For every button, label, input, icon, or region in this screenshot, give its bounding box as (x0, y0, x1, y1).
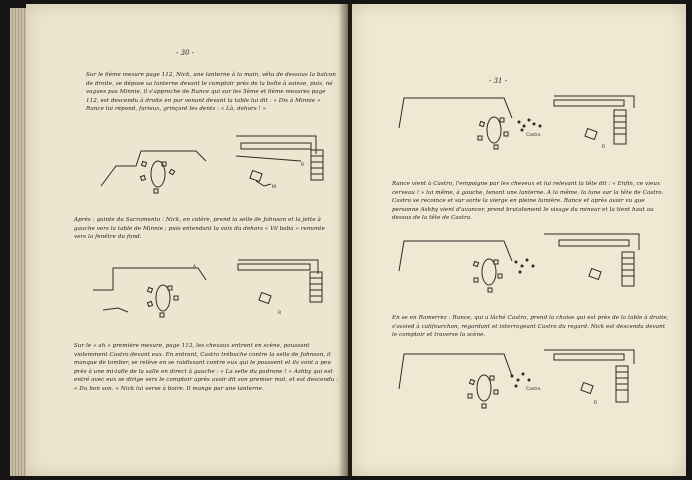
diagram-label: A (193, 265, 197, 270)
diagram-label: R (301, 163, 305, 168)
stage-diagram-left-1 (96, 126, 336, 206)
diagram-label: M (272, 185, 276, 190)
diagram-label: R (602, 145, 606, 150)
right-page (352, 4, 686, 476)
diagram-label: Castro (526, 133, 541, 138)
stage-diagram-right-3 (394, 344, 664, 424)
right-paragraph-2: En se en Ramerrez : Rance, qui a lâché Castro, prend la chaise qui est près de la table à droite, s'assied à califourchon, regardant et interrogeant Castro du regard. Nick est descendu devant le comptoir et traverse la scène. (392, 315, 669, 339)
diagram-label: R (278, 311, 282, 316)
left-paragraph-1: Sur le 6ème mesure page 112, Nick, une lanterne à la main, vêtu de dessous la balcon de droite, se dépose sa lanterne devant le comptoir près de la boîte à soinse, puis, né vagues pas Minnie, il s'approche de Rance qui sur les 5ème et 6ème mesures page 112, est descendu à droite en par venant devant la table lui dit : « Dis à Minnie » Rance lui répond, furieux, grinçant les dents : « Là, dehors ! » (86, 72, 336, 113)
right-paragraph-1: Rance vient à Castro, l'empoigne par les cheveux et lui relevant la tête dit : « Enfin, ce vieux cerveau ! » lui même, à gauche, tenant une lanterne. A la même, la lune sur la tête de Castro. Castro se recoince et sur sorte la vierge en pleine lumière. Rance et après avoir vu que personne Ashby vient d'avancer, prend brutalement le visage du mineur et la tient haut au dessus de la tête de Castro. (392, 181, 664, 222)
left-page (26, 4, 348, 476)
stage-diagram-left-2 (88, 250, 338, 330)
left-paragraph-2: Après : quinte du Sacramento : Nick, en colère, prend la selle de Johnson et la jette à gauche vers la table de Minnie ; puis entendant la voix du dehors « Vil baba » remonte vers la fenêtre du fond. (74, 217, 325, 241)
stage-diagram-right-1 (394, 88, 664, 168)
diagram-label: R (594, 401, 598, 406)
diagram-label: Castro (526, 387, 541, 392)
page-number: - 31 - (489, 77, 508, 85)
left-paragraph-3: Sur le « ah » première mesure, page 113, les chevaux entrent en scène, poussant violemment Castro devant eux. En entrant, Castro trébuche contre la selle de Johnson, il manque de tomber, se relève en se raidissant contre eux qui le poussent et ils vont a peu près à une mi-talle de la salle en direct à gauche : « La selle du padrone ! » Ashby qui est entré avec eux se dirige vers le comptoir après avoir dit son premier mot, et est descendu : « Du bon son. » Nick lui verse à boire. Il mange par une lanterne. (74, 343, 339, 392)
stage-diagram-right-2 (394, 226, 664, 306)
page-number: - 30 - (176, 49, 195, 57)
